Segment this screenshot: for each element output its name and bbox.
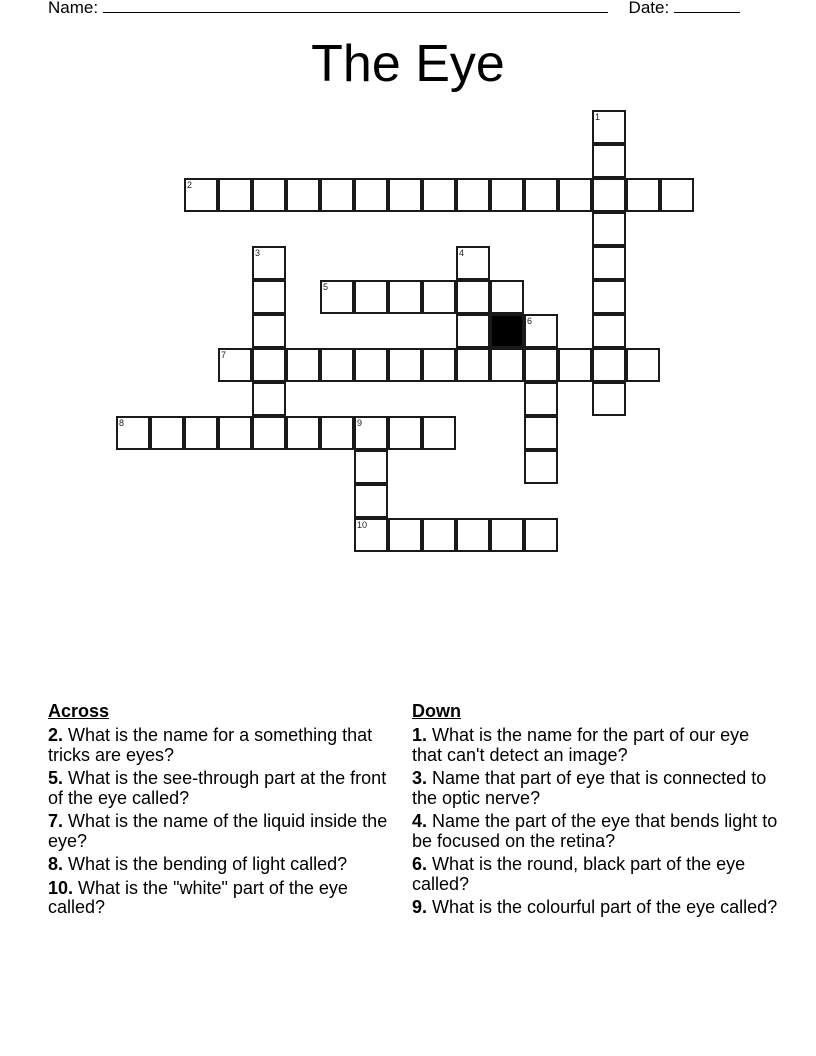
across-heading: Across [48,701,110,721]
across-clue [48,726,398,765]
page-title: The Eye [311,35,505,93]
grid-cell[interactable] [456,518,490,552]
clue-text: What is the colourful part of the eye called? [427,897,778,917]
grid-cell[interactable] [252,280,286,314]
grid-cell[interactable] [592,382,626,416]
grid-cell[interactable] [456,246,490,280]
grid-cell[interactable] [388,178,422,212]
grid-cell[interactable] [456,280,490,314]
grid-cell[interactable] [354,416,388,450]
grid-cell[interactable] [524,416,558,450]
grid-cell[interactable] [490,280,524,314]
grid-cell[interactable] [252,246,286,280]
grid-cell[interactable] [320,348,354,382]
clue-number: 1. [412,725,428,745]
across-clue-list [48,726,398,918]
grid-cell[interactable] [388,416,422,450]
grid-cell[interactable] [456,178,490,212]
name-label: Name: [48,0,99,17]
clue-number: 6. [412,854,428,874]
grid-cell[interactable] [422,518,456,552]
clue-number: 7. [48,811,64,831]
grid-cell[interactable] [558,178,592,212]
grid-cell[interactable] [286,416,320,450]
clue-number: 3 [255,248,261,258]
grid-cell[interactable] [218,416,252,450]
clue-number: 10. [48,877,74,898]
grid-cell[interactable] [388,348,422,382]
grid-cell[interactable] [116,416,150,450]
grid-cell[interactable] [524,382,558,416]
clue-number: 4. [412,811,428,831]
grid-cell[interactable] [354,178,388,212]
grid-cell[interactable] [218,348,252,382]
grid-cell[interactable] [252,416,286,450]
grid-cell[interactable] [252,178,286,212]
grid-cell[interactable] [490,348,524,382]
grid-cell[interactable] [592,178,626,212]
clue-number: 3. [412,768,428,788]
grid-cell[interactable] [388,280,422,314]
grid-cell[interactable] [592,110,626,144]
grid-cell[interactable] [354,450,388,484]
down-clue [412,812,782,851]
grid-cell[interactable] [354,348,388,382]
clue-text: What is the name of the liquid inside the eye? [48,811,388,851]
clue-number: 8 [119,418,125,428]
clue-number: 2. [48,725,64,745]
grid-cell[interactable] [286,178,320,212]
grid-cell[interactable] [218,178,252,212]
down-clues [412,700,782,922]
grid-cell[interactable] [524,348,558,382]
clue-number: 7 [221,350,227,360]
clue-number: 9 [357,418,363,428]
grid-cell[interactable] [456,314,490,348]
grid-cell[interactable] [626,348,660,382]
across-clues [48,700,398,922]
grid-cell[interactable] [592,212,626,246]
grid-cell[interactable] [252,314,286,348]
grid-cell[interactable] [422,178,456,212]
grid-cell[interactable] [660,178,694,212]
clue-text: What is the name for the part of our eye that can't detect an image? [412,725,750,765]
down-clue [412,769,782,808]
grid-cell[interactable] [286,348,320,382]
black-cell [490,314,524,348]
clue-number: 5. [48,768,64,788]
grid-cell[interactable] [490,178,524,212]
grid-cell[interactable] [252,382,286,416]
grid-cell[interactable] [626,178,660,212]
grid-cell[interactable] [524,178,558,212]
clue-number: 1 [595,112,601,122]
grid-cell[interactable] [558,348,592,382]
clue-text: What is the "white" part of the eye called? [48,877,348,917]
clue-number: 2 [187,180,193,190]
grid-cell[interactable] [456,348,490,382]
grid-cell[interactable] [592,348,626,382]
clue-number: 8. [48,854,64,874]
grid-cell[interactable] [354,484,388,518]
date-label: Date: [628,0,670,17]
grid-cell[interactable] [592,314,626,348]
across-clue [48,879,398,918]
grid-cell[interactable] [490,518,524,552]
down-clue-list [412,726,782,918]
grid-cell[interactable] [320,178,354,212]
grid-cell[interactable] [592,280,626,314]
grid-cell[interactable] [184,416,218,450]
across-clue [48,855,398,875]
grid-cell[interactable] [320,280,354,314]
clue-number: 9. [412,897,428,917]
grid-cell[interactable] [422,348,456,382]
clue-number: 10 [357,520,368,530]
down-clue [412,898,782,918]
grid-cell[interactable] [150,416,184,450]
clue-number: 5 [323,282,329,292]
grid-cell[interactable] [592,246,626,280]
grid-cell[interactable] [184,178,218,212]
grid-cell[interactable] [354,518,388,552]
grid-cell[interactable] [422,416,456,450]
down-clue [412,855,782,894]
down-clue [412,726,782,765]
grid-cell[interactable] [524,518,558,552]
grid-cell[interactable] [388,518,422,552]
grid-cell[interactable] [320,416,354,450]
clue-text: Name that part of eye that is connected to the optic nerve? [412,768,767,808]
clue-number: 6 [527,316,533,326]
grid-cell[interactable] [354,280,388,314]
grid-cell[interactable] [524,314,558,348]
clue-text: Name the part of the eye that bends light to be focused on the retina? [412,811,778,851]
down-heading: Down [412,701,461,721]
across-clue [48,812,398,851]
grid-cell[interactable] [252,348,286,382]
clue-text: What is the see-through part at the front of the eye called? [48,768,387,808]
clue-number: 4 [459,248,465,258]
grid-cell[interactable] [422,280,456,314]
clue-text: What is the bending of light called? [63,854,348,874]
grid-cell[interactable] [592,144,626,178]
grid-cell[interactable] [524,450,558,484]
clue-text: What is the round, black part of the eye called? [412,854,746,894]
clue-text: What is the name for a something that tricks are eyes? [48,725,373,765]
across-clue [48,769,398,808]
